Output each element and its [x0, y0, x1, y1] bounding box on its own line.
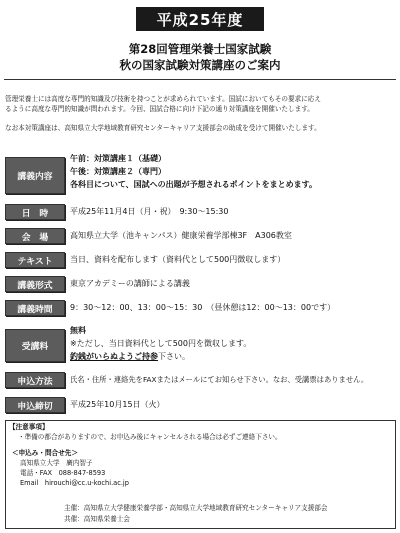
content-label: 講義内容: [5, 157, 65, 194]
funding-note: なお本対策講座は、高知県立大学地域教育研究センターキャリア支援部会の助成を受けて開催いたします。: [5, 124, 321, 132]
fee-label: 受講料: [5, 329, 65, 362]
apply-value: 氏名・住所・連絡先をFAXまたはメールにてお知らせ下さい。なお、受講票はありません。: [70, 375, 369, 384]
text-label: テキスト: [5, 252, 65, 268]
content-afternoon: 午後：対策講座２（専門）: [70, 167, 166, 176]
date-label: 日 時: [5, 204, 65, 220]
format-value: 東京アカデミーの講師による講義: [70, 279, 190, 288]
title-divider: [4, 79, 396, 80]
fee-free: 無料: [70, 326, 86, 335]
deadline-value: 平成25年10月15日（火）: [70, 400, 165, 409]
notice-heading: 【注意事項】: [9, 423, 49, 431]
content-description: 各科目について、国試への出題が予想されるポイントをまとめます。: [70, 180, 318, 189]
apply-label: 申込方法: [5, 372, 65, 388]
notice-cancel-note: ・準備の都合がありますので、お申込み後にキャンセルされる場合は必ずご連絡下さい。: [18, 433, 282, 441]
cosponsor: 共催：高知県栄養士会: [64, 515, 130, 523]
fee-change-emphasis: 釣銭がいらぬようご持参: [70, 352, 158, 361]
page-subtitle: 秋の国家試験対策講座のご案内: [119, 58, 281, 72]
text-value: 当日、資料を配布します（資料代として500円徴収します）: [70, 255, 286, 264]
intro-paragraph: [5, 94, 397, 114]
organizer: 主催：高知県立大学健康栄養学部・高知県立大学地域教育研究センターキャリア支援部会: [64, 504, 328, 512]
page-title: 第28回管理栄養士国家試験: [128, 42, 272, 56]
date-value: 平成25年11月4日（月・祝） 9:30～15:30: [70, 207, 229, 216]
intro-line: るように高度な専門的知識が問われます。今回、国試合格に向け下記の通り対策講座を開催いたします。: [5, 105, 314, 113]
deadline-label: 申込締切: [5, 397, 65, 413]
contact-heading: ＜申込み・問合せ先＞: [12, 449, 78, 457]
time-value: 9：30～12：00、13：00～15：30 （昼休憩は12：00～13：00です）: [70, 303, 336, 312]
venue-label: 会 場: [5, 228, 65, 244]
content-morning: 午前：対策講座１（基礎）: [70, 154, 166, 163]
time-label: 講義時間: [5, 300, 65, 316]
fee-note: ※ただし、当日資料代として500円を徴収します。: [70, 339, 252, 348]
contact-email[interactable]: Email hirouchi@cc.u-kochi.ac.jp: [20, 479, 129, 487]
contact-tel-fax: 電話・FAX 088-847-8593: [20, 469, 106, 477]
venue-value: 高知県立大学（池キャンパス）健康栄養学部棟3F A306教室: [70, 231, 292, 240]
intro-line: 管理栄養士には高度な専門的知識及び技術を持つことが求められています。国試においてもその要求に応え: [5, 95, 321, 103]
format-label: 講義形式: [5, 276, 65, 292]
notice-box: [5, 420, 396, 529]
fee-change-note: [70, 351, 396, 362]
fee-change-rest: 下さい。: [158, 352, 190, 361]
contact-name: 高知県立大学 廣内智子: [20, 459, 93, 467]
year-banner: 平成25年度: [136, 7, 264, 31]
